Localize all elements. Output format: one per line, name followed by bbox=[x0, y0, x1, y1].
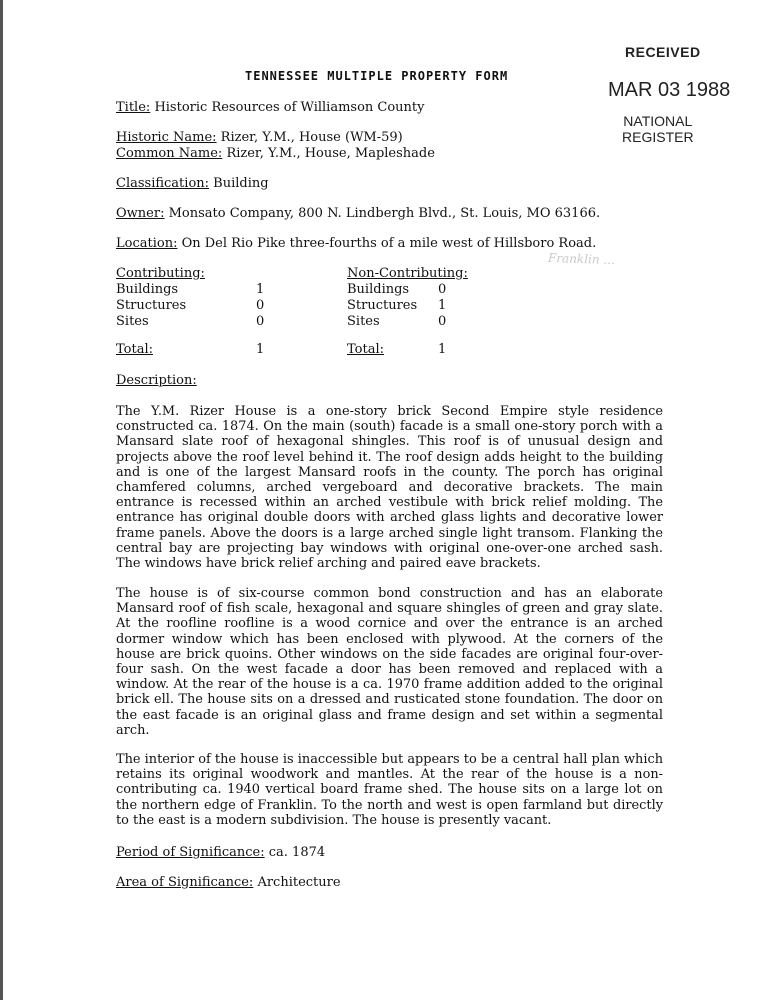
row-label: Structures bbox=[116, 298, 187, 313]
common-name-label: Common Name: bbox=[116, 146, 223, 161]
title-value: Historic Resources of Williamson County bbox=[154, 100, 425, 115]
historic-name-value: Rizer, Y.M., House (WM-59) bbox=[220, 130, 403, 145]
table-row bbox=[347, 314, 446, 330]
contributing-total-label: Total: bbox=[116, 342, 154, 357]
form-title: TENNESSEE MULTIPLE PROPERTY FORM bbox=[245, 69, 509, 83]
table-row bbox=[347, 298, 446, 314]
noncontributing-header: Non-Contributing: bbox=[347, 266, 468, 281]
title-field bbox=[116, 100, 425, 116]
row-label: Sites bbox=[347, 314, 380, 329]
location-label: Location: bbox=[116, 236, 178, 251]
row-label: Structures bbox=[347, 298, 418, 313]
contributing-count: 0 bbox=[256, 314, 265, 329]
noncontributing-total-label: Total: bbox=[347, 342, 385, 357]
noncontributing-total-value: 1 bbox=[438, 342, 447, 357]
scan-edge bbox=[0, 0, 3, 1000]
period-value: ca. 1874 bbox=[268, 845, 326, 860]
historic-name-field bbox=[116, 130, 403, 146]
title-label: Title: bbox=[116, 100, 151, 115]
row-label: Buildings bbox=[116, 282, 179, 297]
area-value: Architecture bbox=[257, 875, 341, 890]
description-label: Description: bbox=[116, 373, 197, 388]
location-value: On Del Rio Pike three-fourths of a mile west of Hillsboro Road. bbox=[181, 236, 597, 251]
classification-field bbox=[116, 176, 269, 192]
common-name-value: Rizer, Y.M., House, Mapleshade bbox=[226, 146, 435, 161]
area-field bbox=[116, 875, 341, 891]
table-row bbox=[347, 282, 446, 298]
noncontributing-table bbox=[347, 282, 446, 330]
description-paragraph-3: The interior of the house is inaccessible but appears to be a central hall plan which retains its original woodwork and mantles. At the rear of the house is a non-contributing ca. 1940 vertical board frame shed. The house sits on a large lot on the northern edge of Franklin. To the north and west is open farmland but directly to the east is a modern subdivision. The house is presently vacant. bbox=[116, 752, 663, 828]
common-name-field bbox=[116, 146, 435, 162]
area-label: Area of Significance: bbox=[116, 875, 254, 890]
received-date-stamp: MAR 03 1988 bbox=[608, 79, 731, 101]
description-paragraph-1: The Y.M. Rizer House is a one-story brick Second Empire style residence constructed ca. 1874. On the main (south) facade is a small one-story porch with a Mansard slate roof of hexagonal shingles. This roof is of unusual design and projects above the roof level behind it. The roof design adds height to the building and is one of the largest Mansard roofs in the county. The porch has original chamfered columns, arched vergeboard and decorative brackets. The main entrance is recessed within an arched vestibule with brick relief molding. The entrance has original double doors with arched glass lights and decorative lower frame panels. Above the doors is a large arched single light transom. Flanking the central bay are projecting bay windows with original one-over-one arched sash. The windows have brick relief arching and paired eave brackets. bbox=[116, 404, 663, 572]
table-row bbox=[116, 298, 347, 314]
contributing-count: 1 bbox=[256, 282, 265, 297]
location-field bbox=[116, 236, 596, 252]
contributing-total-value: 1 bbox=[256, 342, 265, 357]
description-paragraph-2: The house is of six-course common bond construction and has an elaborate Mansard roof of fish scale, hexagonal and square shingles of green and gray slate. At the roofline roofline is a wood cornice and over the entrance is an arched dormer window which has been enclosed with plywood. At the corners of the house are brick quoins. Other windows on the side facades are original four-over-four sash. On the west facade a door has been removed and replaced with a window. At the rear of the house is a ca. 1970 frame addition added to the original brick ell. The house sits on a dressed and rusticated stone foundation. The door on the east facade is an original glass and frame design and set within a segmental arch. bbox=[116, 586, 663, 738]
table-row bbox=[116, 314, 347, 330]
period-field bbox=[116, 845, 325, 861]
noncontributing-count: 0 bbox=[438, 314, 447, 329]
owner-field bbox=[116, 206, 600, 222]
table-row bbox=[116, 282, 347, 298]
row-label: Sites bbox=[116, 314, 149, 329]
noncontributing-count: 1 bbox=[438, 298, 447, 313]
register-line-2: REGISTER bbox=[622, 129, 694, 145]
owner-label: Owner: bbox=[116, 206, 165, 221]
register-line-1: NATIONAL bbox=[623, 113, 693, 129]
historic-name-label: Historic Name: bbox=[116, 130, 217, 145]
national-register-stamp bbox=[622, 113, 694, 145]
row-label: Buildings bbox=[347, 282, 410, 297]
faint-handwritten-note: Franklin ... bbox=[547, 250, 616, 268]
period-label: Period of Significance: bbox=[116, 845, 265, 860]
contributing-table bbox=[116, 282, 347, 330]
noncontributing-count: 0 bbox=[438, 282, 447, 297]
contributing-count: 0 bbox=[256, 298, 265, 313]
received-stamp: RECEIVED bbox=[625, 44, 701, 60]
owner-value: Monsato Company, 800 N. Lindbergh Blvd., St. Louis, MO 63166. bbox=[168, 206, 601, 221]
contributing-header: Contributing: bbox=[116, 266, 205, 281]
classification-label: Classification: bbox=[116, 176, 210, 191]
classification-value: Building bbox=[213, 176, 269, 191]
